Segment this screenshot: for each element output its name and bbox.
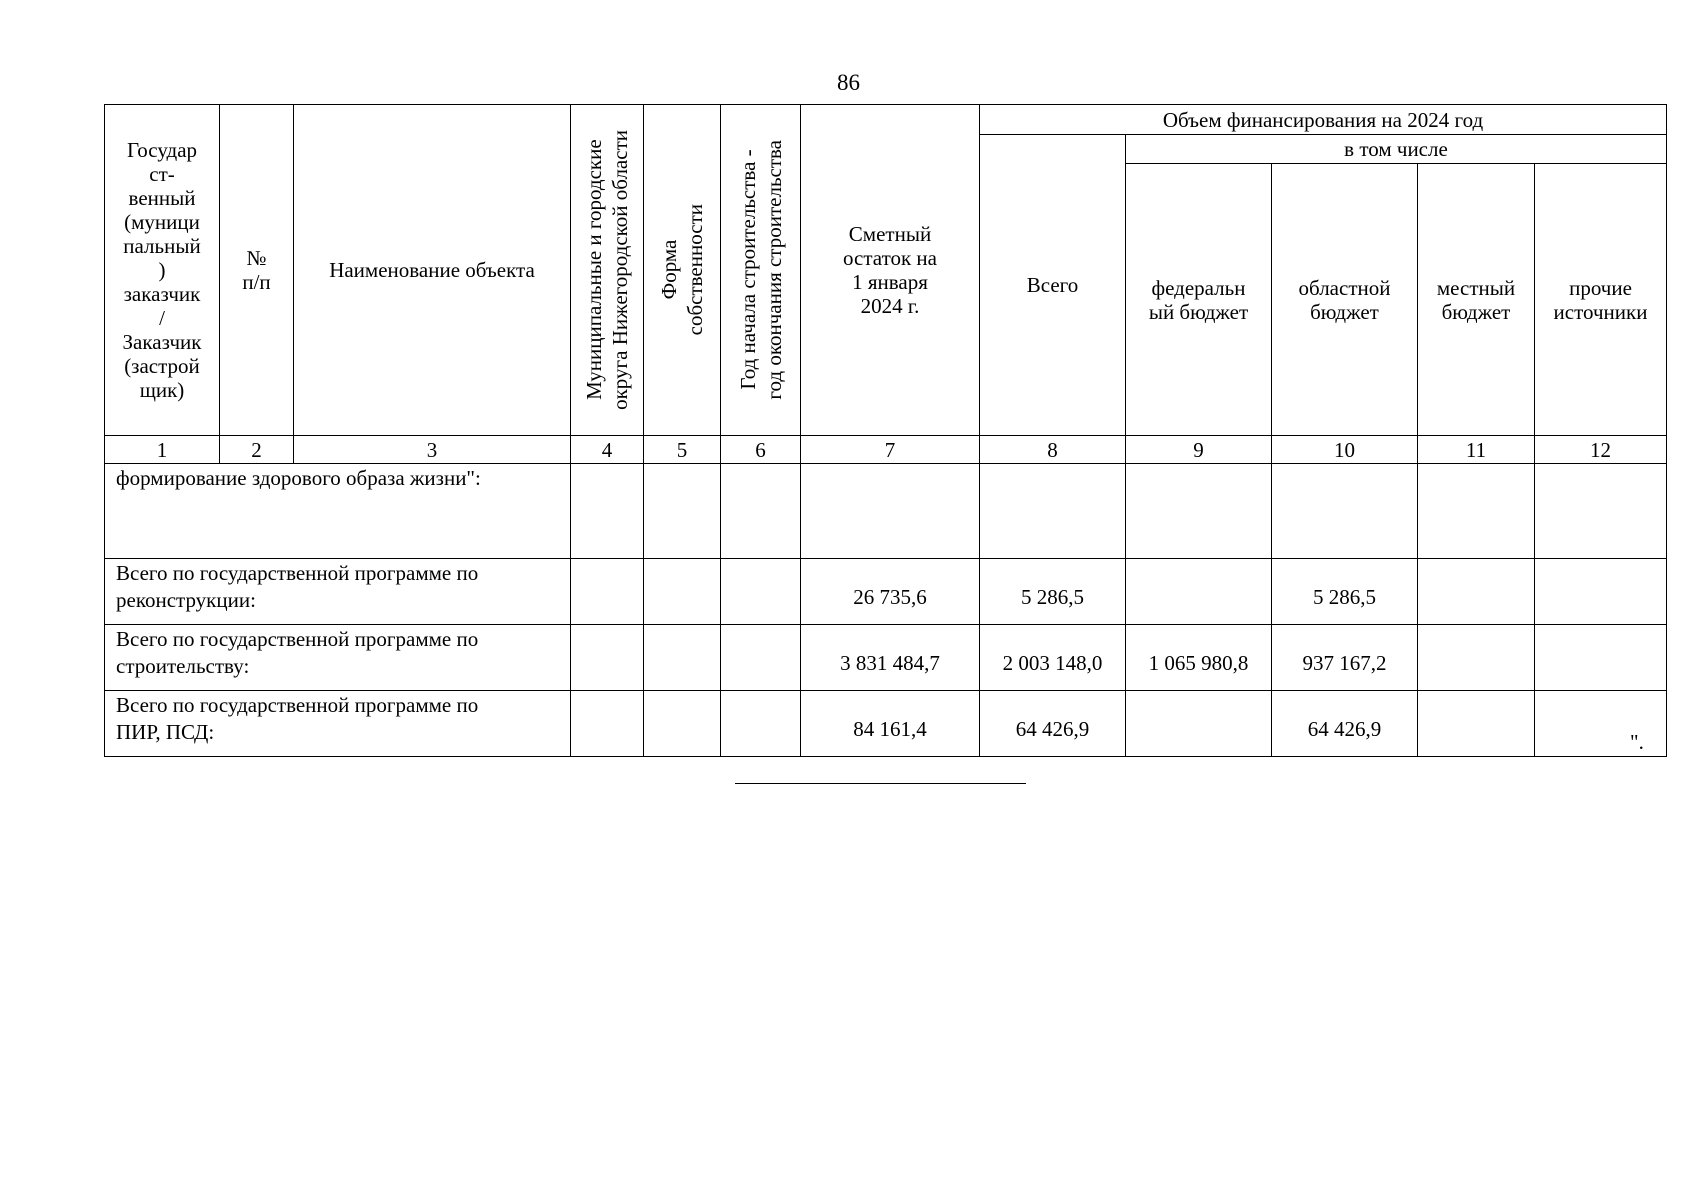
header-number [220, 105, 294, 436]
financing-table [104, 104, 1667, 757]
total-total-value: 5 286,5 [980, 559, 1126, 625]
header-customer-lines: Государ ст- венный (муници пальный ) заказчик / Заказчик (застрой щик) [122, 138, 202, 402]
header-financing-title: Объем финансирования на 2024 год [980, 105, 1667, 135]
continuation-text: формирование здорового образа жизни": [105, 464, 571, 559]
empty-cell [721, 625, 801, 691]
column-number: 3 [294, 436, 571, 464]
empty-cell [1418, 464, 1535, 559]
column-number: 1 [105, 436, 220, 464]
empty-cell [571, 625, 644, 691]
total-row-label: Всего по государственной программе по реконструкции: [105, 559, 571, 625]
header-object-name: Наименование объекта [294, 105, 571, 436]
total-other-value [1535, 691, 1667, 757]
total-federal-value: 1 065 980,8 [1126, 625, 1272, 691]
empty-cell [721, 464, 801, 559]
total-federal-value [1126, 691, 1272, 757]
column-number: 2 [220, 436, 294, 464]
empty-cell [1535, 464, 1667, 559]
header-ownership-lines: Форма собственности [657, 204, 707, 336]
header-local-lines: местный бюджет [1436, 275, 1516, 324]
total-regional-value: 5 286,5 [1272, 559, 1418, 625]
header-estimate-lines: Сметный остаток на 1 января 2024 г. [843, 222, 937, 318]
total-row [105, 559, 1667, 625]
total-other-value [1535, 625, 1667, 691]
total-estimate-value: 3 831 484,7 [801, 625, 980, 691]
total-other-value [1535, 559, 1667, 625]
header-years [721, 105, 801, 436]
empty-cell [571, 559, 644, 625]
header-municipal [571, 105, 644, 436]
total-estimate-value: 26 735,6 [801, 559, 980, 625]
total-estimate-value: 84 161,4 [801, 691, 980, 757]
total-local-value [1418, 691, 1535, 757]
empty-cell [801, 464, 980, 559]
header-number-lines: № п/п [242, 246, 271, 294]
page-number: 86 [837, 70, 860, 95]
total-total-value: 2 003 148,0 [980, 625, 1126, 691]
total-regional-value: 937 167,2 [1272, 625, 1418, 691]
continuation-row [105, 464, 1667, 559]
header-customer [105, 105, 220, 436]
column-number: 6 [721, 436, 801, 464]
empty-cell [980, 464, 1126, 559]
column-number: 7 [801, 436, 980, 464]
empty-cell [644, 625, 721, 691]
empty-cell [571, 464, 644, 559]
header-other [1535, 164, 1667, 436]
total-row [105, 625, 1667, 691]
empty-cell [1272, 464, 1418, 559]
header-municipal-lines: Муниципальные и городские округа Нижегородской области [582, 130, 632, 410]
empty-cell [644, 559, 721, 625]
empty-cell [721, 559, 801, 625]
header-federal [1126, 164, 1272, 436]
empty-cell [571, 691, 644, 757]
empty-cell [644, 464, 721, 559]
empty-cell [721, 691, 801, 757]
closing-mark: ". [1630, 730, 1644, 754]
column-number: 11 [1418, 436, 1535, 464]
column-number: 10 [1272, 436, 1418, 464]
total-federal-value [1126, 559, 1272, 625]
column-number: 4 [571, 436, 644, 464]
column-numbers-row [105, 436, 1667, 464]
header-local [1418, 164, 1535, 436]
header-other-lines: прочие источники [1553, 275, 1648, 324]
total-row-label: Всего по государственной программе по строительству: [105, 625, 571, 691]
header-total: Всего [980, 135, 1126, 436]
total-total-value: 64 426,9 [980, 691, 1126, 757]
total-regional-value: 64 426,9 [1272, 691, 1418, 757]
header-regional-lines: областной бюджет [1298, 275, 1391, 324]
total-local-value [1418, 625, 1535, 691]
header-years-lines: Год начала строительства - год окончания строительства [735, 140, 786, 400]
header-estimate [801, 105, 980, 436]
empty-cell [644, 691, 721, 757]
header-ownership [644, 105, 721, 436]
header-federal-lines: федеральн ый бюджет [1148, 275, 1249, 324]
column-number: 5 [644, 436, 721, 464]
totals-body [105, 559, 1667, 757]
total-row [105, 691, 1667, 757]
header-regional [1272, 164, 1418, 436]
column-number: 9 [1126, 436, 1272, 464]
header-including: в том числе [1126, 135, 1667, 164]
column-number: 12 [1535, 436, 1667, 464]
column-number: 8 [980, 436, 1126, 464]
empty-cell [1126, 464, 1272, 559]
separator-line [735, 783, 1026, 784]
total-local-value [1418, 559, 1535, 625]
total-row-label: Всего по государственной программе по ПИР, ПСД: [105, 691, 571, 757]
